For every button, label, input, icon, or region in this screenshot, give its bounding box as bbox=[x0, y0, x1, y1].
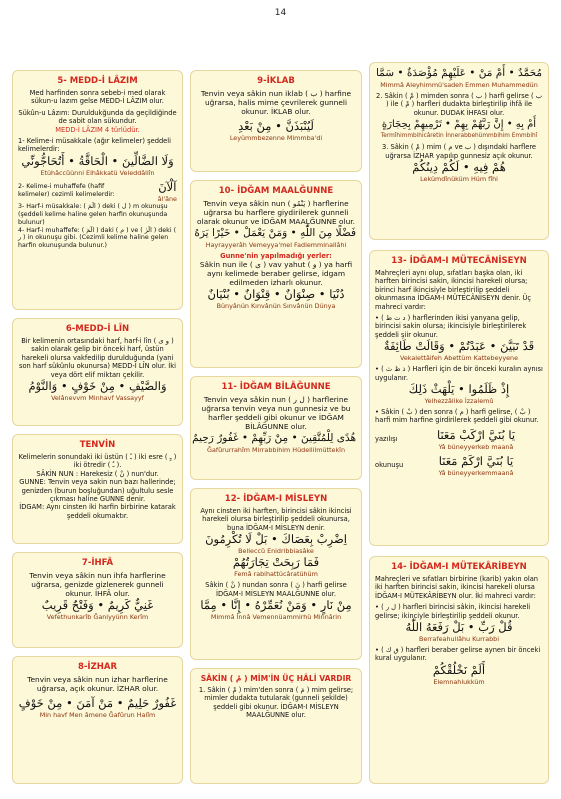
medd-i-lazim-title: 5- MEDD-İ LÂZIM bbox=[57, 76, 138, 86]
idgam-bilagunne-box bbox=[190, 376, 362, 480]
sakin-mim-title: SÂKİN ( مْ ) MİM'İN ÜÇ HÂLİ VARDIR bbox=[200, 674, 352, 683]
idgam-mutekaribeyn-box bbox=[369, 556, 549, 784]
izhar-transliteration: Min havf Men âmene Ğafûrun Halîm bbox=[39, 711, 156, 719]
type-3-text: 3- Harf-i müsakkale: ( الٓمٓ ) deki ( ل ) m okunuşu (şeddeli kelime haline gelen harfin okunuşunda bulunur) bbox=[18, 202, 168, 226]
idgam-maalgunne-transliteration: Hayrayyerâh Vemeyya'mel Fadlemminallâhi bbox=[205, 241, 347, 249]
ihfa-transliteration: Vefethunkarîb Ğaniyyünn Kerîm bbox=[46, 613, 149, 621]
idgam-bilagunne-arabic: هُدًى لِلْمُتَّقِينَ • مِنْ رَبِّهِمْ • غَفُورٌ رَحِيمٌ bbox=[192, 432, 356, 444]
mim-arabic-2: أَمْ بِهِ • إِنَّ رَبَّهُمْ بِهِمْ • تَرْمِيهِمْ بِحِجَارَةٍ bbox=[381, 119, 537, 131]
idgam-bilagunne-title: 11- İDĞAM BİLÂĞUNNE bbox=[221, 382, 331, 392]
gunne-exceptions-title: Gunne'nin yapılmadığı yerler: bbox=[220, 252, 332, 260]
okunus-arabic: يَا بُنَيَّ ارْكَمْ مَعَنَا bbox=[438, 453, 514, 468]
mim-transliteration-2: Termîhimmbihicâretin İnnerabbehümmbihim Emmbihî bbox=[380, 133, 538, 140]
type-1-arabic: وَلَا الضَّالِّينَ • الْحَاقَّةُ • أَتُحَاجُّونِّي bbox=[21, 153, 174, 168]
gunne-exceptions-transliteration: Bünyânün Kınvânün Sınvânün Dünya bbox=[216, 302, 336, 311]
idgam-bilagunne-transliteration: Ğafûrurrahîm Mirrabbihim Hüdellilmüttekîn bbox=[207, 446, 345, 454]
tenvin-box bbox=[12, 434, 183, 544]
idgam-misleyn-text-2: Sâkin ( نْ ) nundan sonra ( نَ ) harfi gelirse İDĞAM-I MİSLEYN MAALĞUNNE olur. bbox=[205, 581, 347, 598]
medd-i-lazim-types: MEDD-İ LÂZIM 4 türlüdür. bbox=[55, 125, 140, 134]
type-2-transliteration: âl'âne bbox=[157, 194, 177, 203]
mim-text-2: 2. Sâkin ( مْ ) mimden sonra ( ب ) harfi gelirse ( ب ) ile ( مْ ) harfleri dudakta birleştirilip ihfâ ile okunur. DUDAK İHFASI olur. bbox=[376, 92, 542, 117]
idgam-misleyn-arabic-2: فَمَا رَبِحَتْ تِجَارَتُهُمْ bbox=[232, 555, 320, 570]
type-4-text: 4- Harf-i muhaffefe: ( الٓمٓ ) daki ( م ) ve ( الٓرٰ ) deki ( ر ) in okunuşu gibi. (Cezimli kelime haline gelen harfin okunuşunda bulunur.) bbox=[18, 226, 177, 250]
idgam-misleyn-title: 12- İDĞAM-I MİSLEYN bbox=[224, 494, 328, 504]
idgam-misleyn-arabic-3: مِنْ نَارٍ • وَمَنْ نُعَمِّرْهُ • إِنَّا • مِمَّا bbox=[200, 598, 352, 613]
type-1-text: 1- Kelime-i müsakkale (ağır kelimeler) şeddeli kelimelerdir: bbox=[18, 137, 172, 154]
mutecaniseyn-arabic-2: إِذْ ظَلَمُوا • يَلْهَثْ ذَلِكَ bbox=[408, 382, 510, 397]
iklab-box bbox=[190, 70, 362, 172]
idgam-misleyn-arabic-1: اِضْرِبْ بِعَصَاكَ • بَلْ لَا تُكْرِمُونَ bbox=[205, 532, 347, 547]
iklab-text: Tenvin veya sâkin nun iklab ( ب ) harfine uğrarsa, halis mime çevrilerek gunneli okunur. İKLAB olur. bbox=[200, 89, 352, 116]
tenvin-text-3: GUNNE: Tenvin veya sakin nun bazı hallerinde; genizden (burun boşluğundan) uğultulu sesle çıkması haline GUNNE denir. bbox=[19, 478, 176, 504]
mutekaribeyn-transliteration-2: Elemnahlukküm bbox=[433, 677, 485, 686]
gunne-exceptions-arabic: دُنْيَا • صِنْوَانٌ • قِنْوَانٌ • بُنْيَانٌ bbox=[207, 287, 345, 302]
mutecaniseyn-arabic-1: قَدْ تَبَيَّنَ • عَبَدْتُمْ • وَقَالَتْ طَائِفَةٌ bbox=[383, 339, 535, 354]
iklab-arabic: لَيُنْبَذَنَّ • مِنْ بَعْدِ bbox=[238, 119, 314, 133]
medd-i-lin-transliteration: Velânevvm Minhavf Vassayyf bbox=[51, 394, 144, 403]
yazilis-label: yazılışı bbox=[375, 435, 398, 444]
medd-i-lazim-box bbox=[12, 70, 183, 310]
mutecaniseyn-rule-3: • Sâkin ( بْ ) den sonra ( م ) harfi gelirse, ( بْ ) harfi mim harfine girdirilerek şeddeli gibi okunur. bbox=[375, 408, 539, 425]
sakin-mim-continued-box bbox=[369, 62, 549, 240]
type-1-transliteration: Etühâccûünni Elhâkkatü Veleddâllîn bbox=[40, 168, 155, 177]
type-2-arabic: آلْآنَ bbox=[158, 179, 177, 194]
izhar-title: 8-İZHAR bbox=[77, 662, 117, 672]
ihfa-title: 7-İHFÂ bbox=[81, 558, 114, 568]
tenvin-text-4: İDGAM: Aynı cinsten iki harfin birbirine katarak şeddeli okumaktır. bbox=[19, 503, 176, 520]
medd-i-lin-box bbox=[12, 318, 183, 426]
idgam-mutecaniseyn-box bbox=[369, 250, 549, 546]
idgam-misleyn-transliteration-2: Femâ rabihattücâratühüm bbox=[234, 570, 318, 579]
medd-i-lin-text: Bir kelimenin ortasındaki harf, harf-i lîn ( و ى ) sakin olarak gelip bir önceki harf, üstün harekeli olursa vakfedilip durulduğunda (yani son harf sükûnlu okunursa) MEDD-İ LÎN olur. İki veya dört elif miktarı çekilir. bbox=[18, 337, 177, 379]
yazilis-transliteration: Yâ büneyyerkeb maanâ bbox=[438, 442, 514, 451]
mutecaniseyn-transliteration-2: Yelhezzâlike İzzalemû bbox=[424, 397, 494, 406]
idgam-misleyn-text: Aynı cinsten iki harften, birincisi sâkin ikincisi harekeli olursa birleştirilip şeddeli okunursa, buna İDĞAM-I MİSLEYN denir. bbox=[200, 507, 352, 532]
idgam-mutecaniseyn-text: Mahreçleri aynı olup, sıfatları başka olan, iki harften birincisi sakin, ikincisi harekeli olursa; birinci harf ikincisiyle birleştirilip şeddeli okunmasına İDĞAM-I MÜTECÂNİSEYN denir. Üç mahreci vardır: bbox=[375, 269, 532, 311]
tenvin-text-2: SÂKİN NUN : Harekesiz ( نْ ) nun'dur. bbox=[36, 469, 159, 478]
idgam-mutekaribeyn-text: Mahreçleri ve sıfatları birbirine (karib) yakın olan iki harften birincisi sakin, ikincisi harekeli olursa İDĞAM-I MÜTEKÂRİBEYN olur. İki mahreci vardır: bbox=[375, 575, 539, 600]
mutecaniseyn-rule-1: • ( د ت ط ) harflerinden ikisi yanyana gelip, birincisi sakin olursa; ikincisiyle birleştirilerek şeddeli şiir okunur. bbox=[375, 314, 527, 339]
gunne-exceptions-text: Sâkin nun ile ( ى ) vav yahut ( و ) ya harfi aynı kelimede beraber gelirse, idgam edilmeden izharlı okunur. bbox=[199, 260, 353, 288]
mim-arabic-1: مُحَمَّدٌ • أَمْ مَنْ • عَلَيْهِمْ مُؤْصَدَةٌ • سَمَّا bbox=[375, 67, 543, 79]
mutekaribeyn-transliteration-1: Berrafeahullâhu Kurrabbi bbox=[418, 635, 500, 644]
idgam-maalgunne-box bbox=[190, 180, 362, 368]
mutekaribeyn-rule-1: • ( ل ر ) harfleri birincisi sâkin, ikincisi harekeli gelirse; ikinciyle birleştirilip şeddeli okunur. bbox=[375, 603, 531, 620]
tenvin-title: TENVİN bbox=[79, 440, 116, 450]
iklab-transliteration: Leyümmbezenne Mimmba'di bbox=[229, 134, 323, 142]
mim-text-3: 3. Sâkin ( مْ ) mim ( م ve ب ) dışındaki harflere uğrarsa İZHAR yapılıp gunnesiz açık okunur. bbox=[381, 143, 537, 160]
page-number: 14 bbox=[274, 8, 287, 18]
idgam-mutekaribeyn-title: 14- İDĞAM-I MÜTEKÂRİBEYN bbox=[391, 562, 527, 572]
type-2-text: 2- Kelime-i muhaffefe (hafif kelimeler) cezimli kelimelerdir: bbox=[18, 183, 115, 199]
idgam-misleyn-transliteration-1: Belleccû Enidribbiasâke bbox=[238, 547, 314, 556]
ihfa-arabic: غَنِيٌّ كَرِيمٌ • وَفَتْحٌ قَرِيبٌ bbox=[41, 598, 154, 612]
idgam-mutecaniseyn-title: 13- İDĞAM-I MÜTECÂNİSEYN bbox=[391, 256, 527, 266]
idgam-misleyn-transliteration-3: Mimmâ İnnâ Vemennüammirhü Minnârin bbox=[210, 613, 342, 622]
mutecaniseyn-rule-2: • ( ذ ظ ث ) Harfleri için de bir önceki kuralın aynısı uygulanır. bbox=[375, 365, 543, 382]
ihfa-box bbox=[12, 552, 183, 648]
sakin-mim-box bbox=[190, 668, 362, 784]
izhar-text: Tenvin veya sâkin nun izhar harflerine uğrarsa, açık okunur. İZHAR olur. bbox=[27, 675, 168, 693]
mutekaribeyn-arabic-2: أَلَمْ نَخْلُقْكُمْ bbox=[432, 662, 486, 677]
idgam-maalgunne-text: Tenvin veya sâkin nun ( يَنْمُو ) harflerine uğrarsa bu harflere giydirilerek gunneli olarak okunur ve İDĞAM MAALĞUNNE olur. bbox=[197, 199, 355, 226]
yazilis-arabic: يَا بُنَيَّ ارْكَبْ مَعَنَا bbox=[436, 427, 516, 442]
mim-arabic-3: هُمْ فِيهِ • لَكُمْ دِينُكُمْ bbox=[412, 160, 506, 175]
mutekaribeyn-arabic-1: قُلْ رَبِّ • بَلْ رَفَعَهُ اللّٰهُ bbox=[405, 620, 513, 635]
sukun-definition: Sükûn-u Lâzım: Duruldukğunda da geçildiğinde de sabit olan sükundur. bbox=[18, 108, 177, 126]
mim-transliteration-1: Mimmâ Aleyhimmü'sadeh Emmen Muhammedün bbox=[380, 81, 538, 89]
sakin-mim-text: 1. Sâkin ( مْ ) mim'den sonra ( مَ ) mim gelirse; mimler dudakta tutularak (gunneli şekilde) şeddeli gibi okunur. İDĞAM-I MİSLEYN MAALĞUNNE olur. bbox=[198, 686, 354, 720]
mutecaniseyn-transliteration-1: Vekalettâifeh Abettüm Kattebeyyene bbox=[399, 354, 519, 363]
mim-transliteration-3: Lekümdînüküm Hüm fîhi bbox=[420, 175, 498, 184]
mutekaribeyn-rule-2: • ( ق ك ) harfleri beraber gelirse aynen bir önceki kural uygulanır. bbox=[375, 646, 541, 663]
idgam-bilagunne-text: Tenvin veya sâkin nun ( ل ر ) harflerine uğrarsa tenvin veya nun gunnesiz ve bu harfler şeddeli gibi okunur ve İDĞAM BİLÂĞUNNE olur. bbox=[201, 395, 351, 431]
idgam-misleyn-box bbox=[190, 488, 362, 660]
iklab-title: 9-İKLAB bbox=[257, 76, 295, 86]
tenvin-text-1: Kelimelerin sonundaki iki üstün ( ـً ) iki esre ( ـٍ ) iki ötredir ( ـٌ ). bbox=[18, 453, 177, 470]
medd-i-lin-arabic: وَالصَّيْفِ • مِنْ خَوْفٍ • وَالنَّوْمُ bbox=[28, 379, 167, 394]
idgam-maalgunne-title: 10- İDĞAM MAALĞUNNE bbox=[218, 186, 334, 196]
okunus-label: okunuşu bbox=[375, 461, 404, 470]
medd-i-lazim-intro: Med harfinden sonra sebeb-i med olarak sükun-u lazım gelse MEDD-İ LÂZIM olur. bbox=[29, 89, 166, 106]
ihfa-text: Tenvin veya sâkin nun ihfa harflerine uğrarsa, genizde gizlenerek gunneli okunur. İHFÂ olur. bbox=[29, 571, 166, 598]
idgam-maalgunne-arabic: فَضْلًا مِنَ اللّٰهِ • وَمَنْ يَعْمَلْ • خَيْرًا يَرَهُ bbox=[194, 227, 356, 239]
izhar-box bbox=[12, 656, 183, 784]
medd-i-lin-title: 6-MEDD-İ LÎN bbox=[65, 324, 130, 334]
okunus-transliteration: Yâ büneyyerkemmaanâ bbox=[438, 468, 514, 477]
izhar-arabic: غَفُورٌ حَلِيمٌ • مَنْ آمَنَ • مِنْ خَوْفٍ bbox=[18, 696, 177, 710]
